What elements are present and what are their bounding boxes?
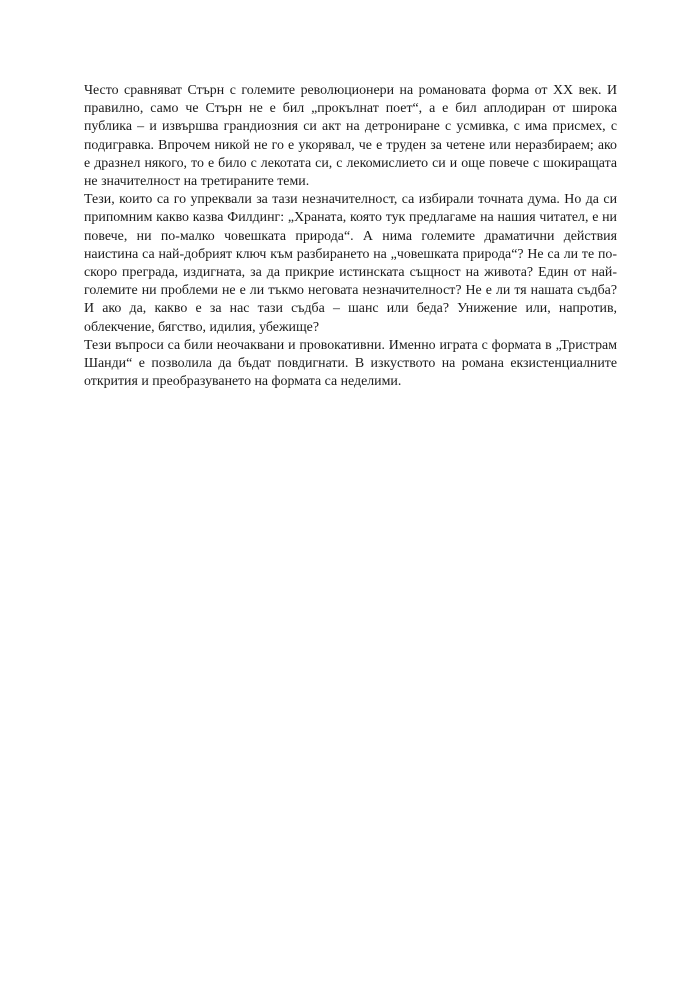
- paragraph-1: Често сравняват Стърн с големите революционери на романовата форма от ХХ век. И правилно, само че Стърн не е бил „прокълнат поет“, а е бил аплодиран от широка публика – и извършва грандиозния си акт на детрониране с усмивка, с има присмех, с подигравка. Впрочем никой не го е укорявал, че е труден за четене или неразбираем; ако е дразнел някого, то е било с лекотата си, с лекомислието си и още повече с шокиращата не значителност на третираните теми.: [84, 83, 617, 190]
- body-text: [84, 82, 617, 391]
- paragraph-2: Тези, които са го упреквали за тази незначителност, са избирали точната дума. Но да си припомним какво казва Филдинг: „Храната, която тук предлагаме на нашия читател, е ни повече, ни по-малко човешката природа“. А нима големите драматични действия наистина са най-добрият ключ към разбирането на „човешката природа“? Не са ли те по-скоро преграда, издигната, за да прикрие истинската същност на живота? Един от най-големите ни проблеми не е ли тъкмо неговата незначителност? Не е ли тя нашата съдба? И ако да, какво е за нас тази съдба – шанс или беда? Унижение или, напротив, облекчение, бягство, идилия, убежище?: [84, 192, 617, 335]
- paragraph-3: Тези въпроси са били неочаквани и провокативни. Именно играта с формата в „Тристрам Шанди“ е позволила да бъдат повдигнати. В изкуството на романа екзистенциалните открития и преобразуването на формата са неделими.: [84, 337, 617, 390]
